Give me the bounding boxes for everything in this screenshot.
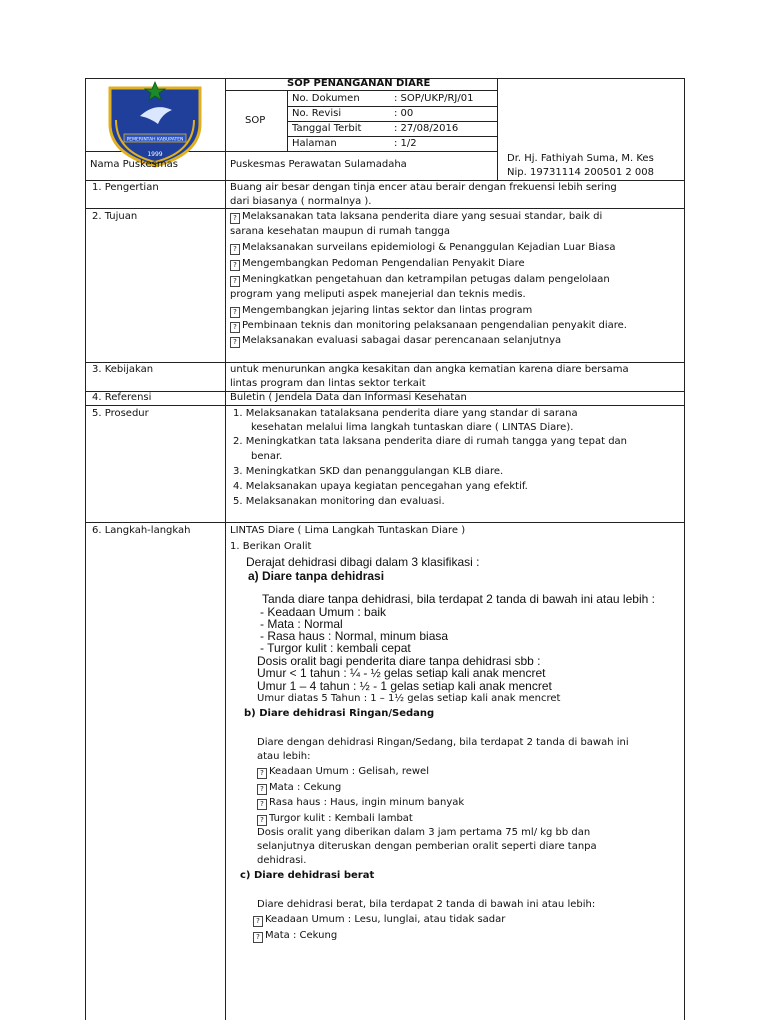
langkah-item — [257, 796, 464, 810]
kepala-name: Dr. Hj. Fathiyah Suma, M. Kes — [507, 153, 654, 164]
langkah-item — [257, 781, 341, 795]
kebijakan-line: untuk menurunkan angka kesakitan dan angka kematian karena diare bersama — [230, 364, 629, 375]
tujuan-text: Mengembangkan jejaring lintas sektor dan lintas program — [242, 305, 533, 316]
prosedur-line: 1. Melaksanakan tatalaksana penderita diare yang standar di sarana — [233, 408, 578, 419]
tujuan-text: Pembinaan teknis dan monitoring pelaksanaan pengendalian penyakit diare. — [242, 320, 627, 331]
bullet-icon: ? — [253, 932, 263, 943]
langkah-heading-a: a) Diare tanpa dehidrasi — [248, 569, 385, 583]
document-title: SOP PENANGANAN DIARE — [287, 78, 431, 89]
bullet-icon: ? — [230, 244, 240, 255]
referensi-label: 4. Referensi — [92, 392, 152, 403]
prosedur-line: 3. Meningkatkan SKD dan penanggulangan KLB diare. — [233, 466, 504, 477]
langkah-line: 1. Berikan Oralit — [230, 541, 312, 552]
no-revisi-value: : 00 — [394, 108, 414, 119]
langkah-heading-b: b) Diare dehidrasi Ringan/Sedang — [244, 708, 435, 719]
nama-puskesmas-value: Puskesmas Perawatan Sulamadaha — [230, 159, 407, 170]
tanggal-terbit-label: Tanggal Terbit — [292, 123, 362, 134]
prosedur-line: 2. Meningkatkan tata laksana penderita diare di rumah tangga yang tepat dan — [233, 436, 628, 447]
col-divider-1 — [225, 78, 226, 1020]
bullet-icon: ? — [257, 799, 267, 810]
bullet-icon: ? — [257, 784, 267, 795]
langkah-item — [253, 913, 505, 927]
tujuan-line: program yang meliputi aspek manejerial dan teknis medis. — [230, 289, 526, 300]
langkah-line: dehidrasi. — [257, 855, 307, 866]
tujuan-item — [230, 319, 627, 333]
puskesmas-logo — [100, 80, 210, 168]
langkah-line: atau lebih: — [257, 751, 311, 762]
langkah-text: Mata : Cekung — [265, 930, 338, 941]
border-left — [85, 78, 86, 1020]
langkah-line: LINTAS Diare ( Lima Langkah Tuntaskan Diare ) — [230, 525, 466, 536]
langkah-text: Keadaan Umum : Lesu, lunglai, atau tidak sadar — [265, 914, 506, 925]
row-line-prosedur-top — [85, 405, 685, 406]
hdr-bottom-line — [225, 151, 498, 152]
tujuan-item — [230, 273, 610, 287]
bullet-icon: ? — [230, 337, 240, 348]
langkah-item — [253, 929, 337, 943]
tujuan-item — [230, 304, 532, 318]
tujuan-line: sarana kesehatan maupun di rumah tangga — [230, 226, 450, 237]
nama-puskesmas-label: Nama Puskesmas — [90, 159, 178, 170]
langkah-line: Dosis oralit bagi penderita diare tanpa dehidrasi sbb : — [257, 654, 541, 668]
prosedur-line: 5. Melaksanakan monitoring dan evaluasi. — [233, 496, 445, 507]
logo-year: 1999 — [147, 151, 163, 158]
langkah-line: - Keadaan Umum : baik — [260, 605, 387, 619]
prosedur-label: 5. Prosedur — [92, 408, 149, 419]
langkah-line: Diare dengan dehidrasi Ringan/Sedang, bila terdapat 2 tanda di bawah ini — [257, 737, 629, 748]
halaman-value: : 1/2 — [394, 138, 417, 149]
col-divider-header — [497, 78, 498, 180]
no-dokumen-value: : SOP/UKP/RJ/01 — [394, 93, 474, 104]
bullet-icon: ? — [253, 916, 263, 927]
langkah-heading-c: c) Diare dehidrasi berat — [240, 870, 375, 881]
kepala-nip: Nip. 19731114 200501 2 008 — [507, 167, 655, 178]
prosedur-line: benar. — [251, 451, 283, 462]
langkah-line: - Rasa haus : Normal, minum biasa — [260, 629, 449, 643]
tujuan-item — [230, 241, 616, 255]
sop-label: SOP — [245, 115, 266, 126]
langkah-line: Umur diatas 5 Tahun : 1 – 1½ gelas setiap kali anak mencret — [257, 693, 561, 704]
langkah-line: Umur < 1 tahun : ¼ - ½ gelas setiap kali anak mencret — [257, 666, 546, 680]
tujuan-label: 2. Tujuan — [92, 211, 138, 222]
langkah-line: Derajat dehidrasi dibagi dalam 3 klasifikasi : — [246, 555, 480, 569]
no-dokumen-label: No. Dokumen — [292, 93, 360, 104]
bullet-icon: ? — [257, 768, 267, 779]
tujuan-text: Melaksanakan evaluasi sabagai dasar perencanaan selanjutnya — [242, 335, 562, 346]
langkah-text: Rasa haus : Haus, ingin minum banyak — [269, 797, 465, 808]
langkah-line: - Turgor kulit : kembali cepat — [260, 641, 411, 655]
langkah-label: 6. Langkah-langkah — [92, 525, 191, 536]
referensi-line: Buletin ( Jendela Data dan Informasi Kesehatan — [230, 392, 467, 403]
kebijakan-line: lintas program dan lintas sektor terkait — [230, 378, 426, 389]
bullet-icon: ? — [230, 276, 240, 287]
bullet-icon: ? — [230, 322, 240, 333]
langkah-text: Keadaan Umum : Gelisah, rewel — [269, 766, 429, 777]
row-line-langkah-top — [85, 522, 685, 523]
tujuan-item — [230, 334, 561, 348]
tujuan-text: Mengembangkan Pedoman Pengendalian Penyakit Diare — [242, 258, 525, 269]
tujuan-text: Meningkatkan pengetahuan dan ketrampilan petugas dalam pengelolaan — [242, 274, 610, 285]
bullet-icon: ? — [230, 260, 240, 271]
langkah-line: Diare dehidrasi berat, bila terdapat 2 tanda di bawah ini atau lebih: — [257, 899, 596, 910]
kebijakan-label: 3. Kebijakan — [92, 364, 154, 375]
langkah-item — [257, 765, 429, 779]
tujuan-item — [230, 210, 602, 224]
bullet-icon: ? — [257, 815, 267, 826]
halaman-label: Halaman — [292, 138, 337, 149]
langkah-line: selanjutnya diteruskan dengan pemberian oralit seperti diare tanpa — [257, 841, 597, 852]
langkah-text: Mata : Cekung — [269, 782, 342, 793]
pengertian-label: 1. Pengertian — [92, 182, 159, 193]
tanggal-terbit-value: : 27/08/2016 — [394, 123, 459, 134]
tujuan-text: Melaksanakan tata laksana penderita diare yang sesuai standar, baik di — [242, 211, 603, 222]
langkah-line: Umur 1 – 4 tahun : ½ - 1 gelas setiap kali anak mencret — [257, 679, 552, 693]
border-right — [684, 78, 685, 1020]
pengertian-line: dari biasanya ( normalnya ). — [230, 196, 372, 207]
bullet-icon: ? — [230, 213, 240, 224]
langkah-text: Turgor kulit : Kembali lambat — [269, 813, 413, 824]
bullet-icon: ? — [230, 307, 240, 318]
prosedur-line: 4. Melaksanakan upaya kegiatan pencegahan yang efektif. — [233, 481, 528, 492]
langkah-line: Tanda diare tanpa dehidrasi, bila terdapat 2 tanda di bawah ini atau lebih : — [262, 592, 655, 606]
logo-band-text: PEMERINTAH KABUPATEN — [126, 137, 184, 143]
prosedur-line: kesehatan melalui lima langkah tuntaskan diare ( LINTAS Diare). — [251, 422, 574, 433]
langkah-line: - Mata : Normal — [260, 617, 343, 631]
row-line-tujuan-top — [85, 208, 685, 209]
pengertian-line: Buang air besar dengan tinja encer atau berair dengan frekuensi lebih sering — [230, 182, 617, 193]
tujuan-text: Melaksanakan surveilans epidemiologi & Penanggulan Kejadian Luar Biasa — [242, 242, 616, 253]
langkah-item — [257, 812, 413, 826]
no-revisi-label: No. Revisi — [292, 108, 342, 119]
langkah-line: Dosis oralit yang diberikan dalam 3 jam pertama 75 ml/ kg bb dan — [257, 827, 591, 838]
tujuan-item — [230, 257, 525, 271]
